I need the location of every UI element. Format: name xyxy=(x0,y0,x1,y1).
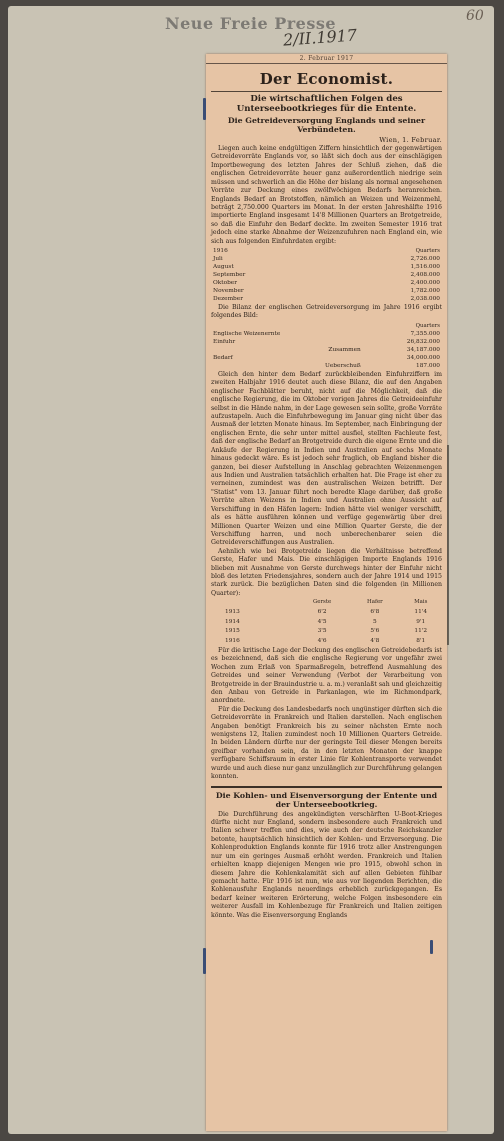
month-value: 1,516.000 xyxy=(410,264,440,271)
balance-table xyxy=(211,322,442,370)
article-column xyxy=(206,70,447,920)
imports-col-header: Quarters xyxy=(415,248,440,255)
grain-year: 1913 xyxy=(225,609,240,615)
section-separator xyxy=(211,786,442,788)
month-value: 2,726.000 xyxy=(410,256,440,263)
table-row xyxy=(211,255,442,263)
grain-value: 5 xyxy=(373,618,377,625)
table-row xyxy=(211,627,442,637)
grain-header: Mais xyxy=(414,599,428,606)
table-row xyxy=(211,362,442,370)
imports-year: 1916 xyxy=(213,248,228,255)
month-label: September xyxy=(213,272,246,279)
month-label: Dezember xyxy=(213,296,243,303)
blue-pencil-mark xyxy=(430,940,433,954)
paragraph-3: Gleich den hinter dem Bedarf zurückbleibenden Einfuhrziffern im zweiten Halbjahr 1916 deutet auch diese Bilanz, die auf den Angaben englischer Fachblätter beruht, nicht auf die Möglichkeit, daß die englische Regierung, die im Oktober vorigen Jahres die Getreideeinfuhr selbst in die Hände nahm, in der Lage gewesen sein sollte, große Vorräte aufzustapeln. Auch die Einfuhrbewegung im Januar ging nicht über das Ausmaß der letzten Monate hinaus. Im September, nach Einbringung der englischen Ernte, die sehr unter mittel ausfiel, stellten Fachleute fest, daß der englische Bedarf an Brotgetreide durch die eigene Ernte und die Ankäufe der Regierung in Indien und Australien auf sechs Monate hinaus gedeckt wäre. Es ist jedoch sehr fraglich, ob England bisher die ganzen, bei dieser Aufstellung in Anschlag gebrachten Weizenmengen aus Indien und Australien tatsächlich erhalten hat. Die Frage ist eher zu verneinen, zumindest was den australischen Weizen betrifft. Der "Statist" vom 13. Januar führt noch beredte Klage darüber, daß große Vorräte alten Weizens in Indien und Australien ohne Aussicht auf Verschiffung in den Häfen lagern: Indien hätte viel weniger verschifft, als es hätte ausführen können und verfüge gegenwärtig über drei Millionen Quarter Weizen und eine Million Quarter Gerste, die der Verschiffung harren, und noch unberechenbarer seien die Getreideverschiffungen aus Australien. xyxy=(211,370,442,547)
balance-value: 7,355.000 xyxy=(410,330,440,337)
handwritten-number: 60 xyxy=(466,8,484,24)
grain-header: Gerste xyxy=(312,599,332,606)
column-title: Der Economist. xyxy=(259,70,394,88)
table-row xyxy=(211,279,442,287)
table-row xyxy=(211,346,442,354)
dateline: Wien, 1. Februar. xyxy=(379,136,442,144)
newspaper-clipping xyxy=(206,54,447,1131)
newspaper-stamp: Neue Freie Presse xyxy=(165,14,337,33)
title-rule xyxy=(211,91,442,92)
grain-value: 4'5 xyxy=(317,618,327,625)
clipping-header-line: 2. Februar 1917 xyxy=(206,54,447,64)
sum-label: Zusammen xyxy=(328,346,361,353)
grain-value: 9'1 xyxy=(416,618,426,625)
table-row xyxy=(211,287,442,295)
month-value: 2,400.000 xyxy=(410,280,440,287)
grain-header: Hafer xyxy=(367,599,383,606)
grain-value: 3'5 xyxy=(317,628,327,635)
grain-value: 4'6 xyxy=(317,638,327,645)
grain-value: 5'6 xyxy=(370,628,380,635)
article-headline: Die wirtschaftlichen Folgen des Unterseebootkrieges für die Entente. xyxy=(236,94,417,114)
article-headline-2: Die Kohlen- und Eisenversorgung der Entente und der Unterseebootkrieg. xyxy=(215,790,438,809)
grain-year: 1915 xyxy=(225,628,240,635)
grain-value: 6'2 xyxy=(317,609,327,615)
sum-value: 34,187.000 xyxy=(406,346,440,353)
balance-value: 26,832.000 xyxy=(406,338,440,345)
paragraph-7: Die Durchführung des angekündigten verschärften U-Boot-Krieges dürfte nicht nur England, sondern insbesondere auch Frankreich und Italien schwer treffen und dies, wie auch der deutsche Reichskanzler betonte, hauptsächlich hinsichtlich der Kohlen- und Erzversorgung. Die Kohlenproduktion Englands konnte für 1916 trotz aller Anstrengungen nur um ein geringes Ausmaß erhöht werden. Frankreich und Italien erhielten knapp diejenigen Mengen wie pro 1915, obwohl schon in diesem Jahre die Kohlenkalamität sich auf allen Gebieten fühlbar gemacht hatte. Für 1916 ist nun, wie aus vor liegenden Berichten, die Kohlenausfuhr Englands neuerdings erheblich zurückgegangen. Es bedarf keiner weiteren Erörterung, welche Folgen insbesondere ein weiterer Ausfall im Kohlenbezuge für Frankreich und Italien zeitigen könnte. Was die Eisenversorgung Englands xyxy=(211,810,442,919)
need-value: 34,000.000 xyxy=(406,354,440,361)
table-row xyxy=(211,330,442,338)
grain-value: 6'8 xyxy=(370,609,380,615)
imports-table xyxy=(211,247,442,303)
paragraph-1: Liegen auch keine endgültigen Ziffern hinsichtlich der gegenwärtigen Getreidevorräte Englands vor, so läßt sich doch aus der einschlägigen Importbewegung des letzten Jahres der Schluß ziehen, daß die englischen Getreidevorräte heuer ganz außerordentlich niedrige sein müssen und schwerlich an die Höhe der bislang als normal angesehenen Vorräte zur Deckung eines zwölfwöchigen Bedarfs heranreichen. Englands Bedarf an Brotstoffen, nämlich an Weizen und Weizenmehl, beträgt 2,750.000 Quarters im Monat. In der ersten Jahreshälfte 1916 importierte England insgesamt 14'8 Millionen Quarters an Brotgetreide, so daß die Einfuhr den Bedarf deckte. Im zweiten Semester 1916 trat jedoch eine starke Abnahme der Weizenzufuhren nach England ein, wie sich aus folgenden Einfuhrdaten ergibt: xyxy=(211,145,442,245)
month-value: 2,408.000 xyxy=(410,272,440,279)
blue-pencil-mark xyxy=(203,98,206,120)
handwritten-date: 2/II.1917 xyxy=(282,25,358,50)
table-row xyxy=(211,338,442,346)
table-row xyxy=(211,618,442,628)
table-row xyxy=(211,295,442,303)
table-row xyxy=(211,608,442,618)
blue-pencil-mark xyxy=(203,948,206,974)
balance-label: Einfuhr xyxy=(213,338,236,345)
grain-value: 11'2 xyxy=(414,628,428,635)
excess-value: 187.000 xyxy=(416,362,440,369)
grain-value: 4'8 xyxy=(370,638,380,645)
month-label: November xyxy=(213,288,244,295)
need-label: Bedarf xyxy=(213,354,233,361)
month-value: 1,782.000 xyxy=(410,288,440,295)
balance-label: Englische Weizenernte xyxy=(213,330,281,337)
grain-year: 1916 xyxy=(225,638,240,645)
table-row xyxy=(211,263,442,271)
table-row xyxy=(211,271,442,279)
article-subheadline: Die Getreideversorgung Englands und seiner Verbündeten. xyxy=(227,116,426,134)
month-label: August xyxy=(213,264,234,271)
paragraph-2: Die Bilanz der englischen Getreideversorgung im Jahre 1916 ergibt folgendes Bild: xyxy=(211,304,442,320)
table-row xyxy=(211,354,442,362)
paragraph-6: Für die Deckung des Landesbedarfs noch ungünstiger dürften sich die Getreidevorräte in Frankreich und Italien darstellen. Nach englischen Angaben benötigt Frankreich bis zu seiner nächsten Ernte noch wenigstens 12, Italien zumindest noch 10 Millionen Quarters Getreide. In beiden Ländern dürfte nur der geringste Teil dieser Mengen bereits greifbar vorhanden sein, da in den letzten Monaten der knappe verfügbare Schiffsraum in erster Linie für Kohlentransporte verwendet wurde und auch diese nur ganz unzulänglich zur Durchführung gelangen konnten. xyxy=(211,705,442,781)
balance-col-header: Quarters xyxy=(415,322,440,329)
table-row xyxy=(211,637,442,647)
grain-value: 8'1 xyxy=(416,638,426,645)
grain-value: 11'4 xyxy=(414,609,428,615)
month-value: 2,038.000 xyxy=(410,296,440,303)
grain-year: 1914 xyxy=(225,618,240,625)
excess-label: Ueberschuß xyxy=(324,362,361,369)
pencil-margin-line xyxy=(447,445,449,645)
paragraph-5: Für die kritische Lage der Deckung des englischen Getreidebedarfs ist es bezeichnend, daß sich die englische Regierung vor ungefähr zwei Wochen zum Erlaß von Sparmaßregeln, betreffend Ausmahlung des Getreides und seiner Verwendung (Verbot der Verarbeitung von Brotgetreide in der Brauindustrie u. a. m.) veranlaßt sah und gleichzeitig den Anbau von Getreide in Parkanlagen, wie im Richmondpark, anordnete. xyxy=(211,646,442,705)
month-label: Juli xyxy=(213,256,223,263)
grain-table xyxy=(211,598,442,647)
month-label: Oktober xyxy=(213,280,237,287)
paragraph-4: Aehnlich wie bei Brotgetreide liegen die Verhältnisse betreffend Gerste, Hafer und Mais. Die einschlägigen Importe Englands 1916 blieben mit Ausnahme von Gerste durchwegs hinter der Einfuhr nicht bloß des letzten Friedensjahres, sondern auch der Jahre 1914 und 1915 stark zurück. Die bezüglichen Daten sind die folgenden (in Millionen Quarter): xyxy=(211,547,442,597)
